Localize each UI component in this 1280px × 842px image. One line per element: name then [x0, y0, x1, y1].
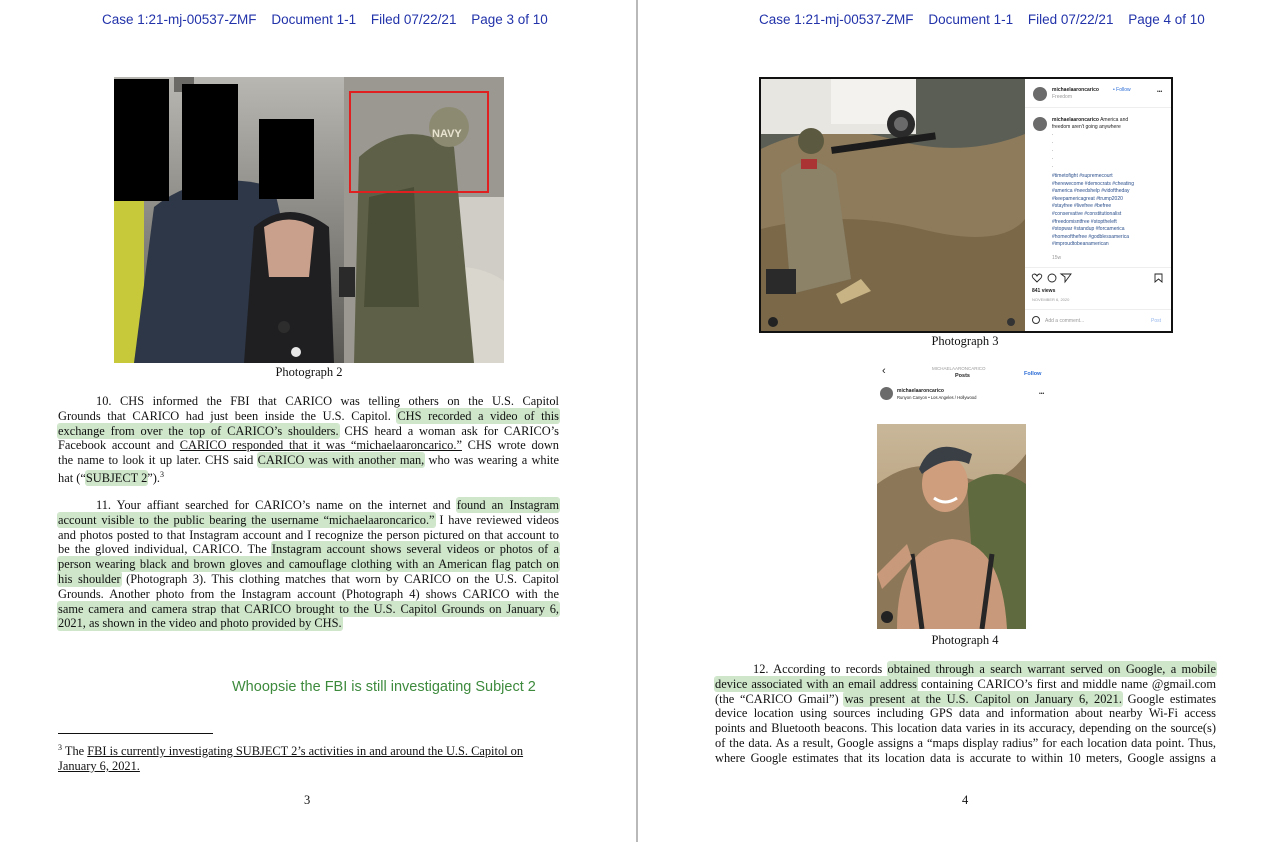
underlined-text: January 6, 2021. — [58, 759, 140, 774]
photograph-2 — [114, 77, 504, 363]
divider — [1025, 107, 1173, 108]
post-age: 15w — [1052, 255, 1062, 261]
share-icon[interactable] — [1061, 274, 1071, 282]
photograph-3-caption: Photograph 3 — [931, 334, 999, 348]
hashtag-line[interactable]: #herewecome #democrats #cheating — [1052, 180, 1134, 187]
para12-line-6: of the data. As a result, Google assigns a “maps display radius” for each location data point. Thus, — [715, 735, 1216, 750]
footnote-ref[interactable]: 3 — [160, 469, 165, 479]
hashtag-line[interactable]: #america #needshelp #vidoftheday — [1052, 188, 1130, 195]
like-icon[interactable] — [1032, 274, 1042, 282]
para10-line-6: hat (“SUBJECT 2”).$^3$ — [58, 469, 165, 486]
caption-dot: . — [1052, 131, 1054, 137]
paragraph-11 — [58, 498, 559, 631]
case-number: Case 1:21-mj-00537-ZMF — [759, 12, 914, 27]
para12-line-7: where Google estimates that its location data is accurate to within 10 meters, Google assigns a — [715, 750, 1216, 765]
hashtag-line[interactable]: #freedomisntfree #stoptheleft — [1052, 218, 1117, 225]
back-arrow-icon[interactable]: ‹ — [882, 365, 886, 377]
highlight: same camera and camera strap that CARICO brought to the U.S. Capitol Grounds on January 6, — [58, 601, 559, 616]
photograph-4-caption: Photograph 4 — [931, 633, 999, 647]
document-number: Document 1-1 — [271, 12, 357, 27]
bookmark-icon[interactable] — [1155, 274, 1162, 282]
para12-line-1: 12. According to records obtained through a search warrant served on Google, a mobile — [753, 662, 1216, 676]
para11-line-9 — [58, 616, 559, 631]
page-number: 4 — [962, 793, 969, 807]
underlined-text: CARICO responded that it was “michaelaaroncarico.” — [179, 438, 462, 453]
para12-line-5: points and Bluetooth beacons. This location data varies in its accuracy, depending on the source(s) — [715, 721, 1216, 736]
highlight: obtained through a search warrant served on Google, a mobile — [887, 662, 1216, 676]
post-username[interactable]: michaelaaroncarico — [1052, 87, 1099, 93]
filed-date: Filed 07/22/21 — [370, 12, 457, 27]
highlight: exchange from over the top of CARICO’s shoulders. — [58, 423, 339, 438]
emoji-icon[interactable] — [1032, 316, 1040, 324]
document-page-3 — [0, 0, 636, 842]
photograph-3 — [759, 77, 1173, 333]
paragraph-12 — [715, 662, 1216, 766]
photograph-4 — [877, 424, 1026, 629]
para10-line-4: Facebook account and CARICO responded that it was “michaelaaroncarico.” CHS wrote down — [58, 438, 559, 453]
para10-line-2: Grounds that CARICO had just been inside the U.S. Capitol. CHS recorded a video of this — [58, 408, 559, 423]
page-header — [102, 12, 559, 27]
para11-line-2: account visible to the public bearing the username “michaelaaroncarico.” I have reviewed videos — [58, 512, 560, 527]
divider — [1025, 267, 1173, 268]
para11-line-6: his shoulder (Photograph 3). This clothing matches that worn by CARICO on the U.S. Capitol — [58, 571, 559, 586]
para12-line-3: (the “CARICO Gmail”) was present at the U.S. Capitol on January 6, 2021. Google estimates — [715, 691, 1217, 706]
footnote-3: $^3$ The FBI is currently investigating SUBJECT 2’s activities in and around the U.S. Capitol on January 6, 2021. — [58, 740, 561, 774]
avatar[interactable] — [1033, 117, 1047, 131]
photograph-3-image — [761, 79, 1025, 331]
hashtag-line[interactable]: #stayfree #livefree #befree — [1052, 203, 1112, 210]
caption-dot: . — [1052, 155, 1054, 161]
post-location[interactable]: Runyon Canyon • Los Angeles / Hollywood — [897, 395, 977, 400]
instagram-posts-header — [874, 362, 1064, 414]
hashtag-line[interactable]: #improudtobeanamerican — [1052, 241, 1109, 248]
underlined-text: FBI is currently investigating SUBJECT 2’s activities in and around the U.S. Capitol on — [87, 744, 524, 759]
para11-line-4: be the gloved individual, CARICO. The Instagram account shows several videos or photos of a — [58, 542, 559, 557]
hashtag-line[interactable]: #timetofight #supremecourt — [1052, 173, 1113, 179]
posts-title: Posts — [955, 373, 970, 379]
para12-line-2: device associated with an email address containing CARICO’s first and middle name @gmail.com — [715, 676, 1216, 691]
footnote-divider — [58, 733, 213, 734]
page-header — [759, 12, 1216, 27]
divider — [1025, 309, 1173, 310]
highlight: person wearing black and brown gloves and camouflage clothing with an American flag patch on — [58, 557, 559, 572]
footnote-number: 3 — [58, 743, 62, 752]
follow-button[interactable]: • Follow — [1113, 87, 1131, 93]
hashtag-line[interactable]: #keepamericagreat #trump2020 — [1052, 195, 1123, 202]
para10-line-3: exchange from over the top of CARICO’s shoulders. CHS heard a woman ask for CARICO’s — [58, 423, 560, 438]
highlight: SUBJECT 2 — [85, 471, 148, 486]
avatar[interactable] — [880, 387, 893, 400]
post-location[interactable]: Freedom — [1052, 94, 1073, 100]
para10-line-1: 10. CHS informed the FBI that CARICO was telling others on the U.S. Capitol — [96, 394, 559, 408]
view-count: 841 views — [1032, 288, 1056, 294]
post-username[interactable]: michaelaaroncarico — [897, 388, 944, 394]
filed-date: Filed 07/22/21 — [1027, 12, 1114, 27]
more-options-icon[interactable]: ••• — [1039, 391, 1045, 397]
avatar[interactable] — [1033, 87, 1047, 101]
para11-line-8 — [58, 602, 559, 617]
hashtag-line[interactable]: #homeofthefree #godblessamerica — [1052, 233, 1129, 240]
para11-line-7: Grounds. Another photo from the Instagram account (Photograph 4) shows CARICO with the — [58, 586, 559, 601]
hashtag-line[interactable]: #stopwar #standup #forcamerica — [1052, 226, 1125, 233]
post-button[interactable]: Post — [1151, 318, 1162, 324]
comment-input[interactable]: Add a comment... — [1045, 318, 1085, 324]
highlight: CHS recorded a video of this — [397, 408, 559, 423]
page-number: 3 — [304, 793, 311, 807]
para10-line-5: the name to look it up later. CHS said CARICO was with another man, who was wearing a white — [58, 453, 560, 468]
follow-button[interactable]: Follow — [1024, 371, 1042, 377]
highlight: his shoulder — [58, 571, 121, 586]
highlight: CARICO was with another man, — [257, 453, 425, 468]
document-number: Document 1-1 — [928, 12, 1014, 27]
highlight: was present at the U.S. Capitol on January 6, 2021. — [844, 691, 1122, 706]
para11-line-5 — [58, 557, 559, 572]
paragraph-10 — [58, 394, 559, 486]
annotation-comment: Whoopsie the FBI is still investigating Subject 2 — [232, 679, 536, 695]
page-indicator: Page 3 of 10 — [471, 12, 548, 27]
comment-icon[interactable] — [1048, 274, 1056, 282]
photograph-2-image — [114, 77, 504, 363]
para12-line-4: device location using sources including GPS data and information about nearby Wi-Fi access — [715, 706, 1216, 721]
caption-dot: . — [1052, 139, 1054, 145]
case-number: Case 1:21-mj-00537-ZMF — [102, 12, 257, 27]
highlight: account visible to the public bearing the username “michaelaaroncarico.” — [58, 512, 435, 527]
action-bar — [1025, 271, 1173, 285]
post-caption: michaelaaroncarico America and — [1052, 117, 1129, 123]
profile-handle: MICHAELAARONCARICO — [932, 366, 986, 371]
post-caption-cont: freedom aren't going anywhere — [1052, 124, 1121, 130]
photograph-2-caption: Photograph 2 — [275, 365, 343, 379]
post-date: NOVEMBER 6, 2020 — [1032, 297, 1070, 302]
page-indicator: Page 4 of 10 — [1128, 12, 1205, 27]
more-options-icon[interactable]: ••• — [1157, 89, 1163, 95]
photograph-4-image — [877, 424, 1026, 629]
highlight: Instagram account shows several videos or photos of a — [271, 542, 559, 557]
highlight: device associated with an email address — [715, 676, 917, 691]
hashtag-line[interactable]: #conservative #constitutionalist — [1052, 211, 1122, 217]
para11-line-3: and photos posted to that Instagram account and I recognize the person pictured on that account to — [58, 527, 559, 542]
instagram-post-sidebar — [1025, 79, 1173, 331]
cap-text: NAVY — [432, 128, 462, 140]
caption-dot: . — [1052, 163, 1054, 169]
document-page-4 — [638, 0, 1280, 842]
highlight: found an Instagram — [456, 498, 560, 512]
caption-dot: . — [1052, 147, 1054, 153]
para11-line-1: 11. Your affiant searched for CARICO’s name on the internet and found an Instagram — [96, 498, 560, 512]
highlight: 2021, as shown in the video and photo provided by CHS. — [58, 616, 342, 631]
